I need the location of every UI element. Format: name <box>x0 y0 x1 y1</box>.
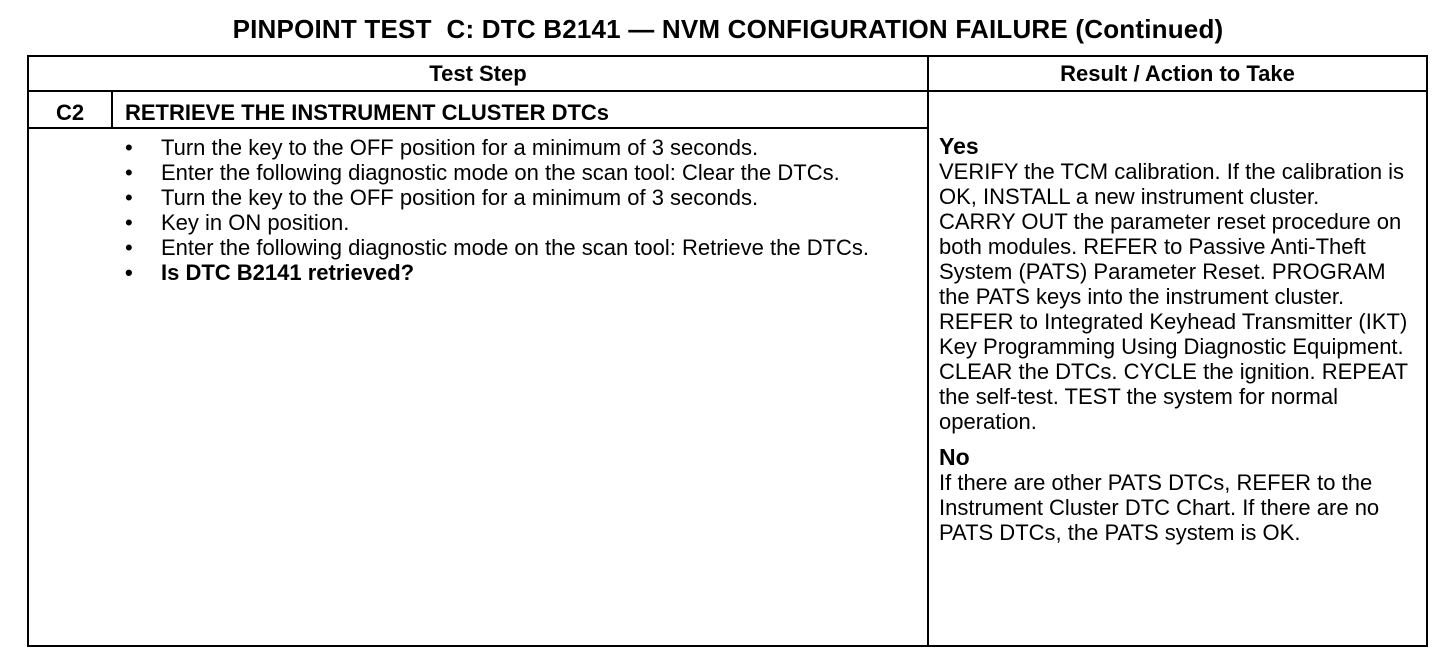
yes-text-2: CARRY OUT the parameter reset procedure on both modules. REFER to Passive Anti-Theft System (PATS) Parameter Reset. PROGRAM the PATS keys into the instrument cluster. REFER to Integrated Keyhead Transmitter (IKT) Key Programming Using Diagnostic Equipment. CLEAR the DTCs. CYCLE the ignition. REPEAT the self-test. TEST the system for normal operation. <box>939 209 1408 434</box>
step-id-divider <box>111 92 113 129</box>
list-item: • Turn the key to the OFF position for a minimum of 3 seconds. <box>125 135 885 160</box>
question-item: • Is DTC B2141 retrieved? <box>125 260 885 285</box>
pinpoint-test-table <box>27 55 1428 647</box>
page-title: PINPOINT TEST C: DTC B2141 — NVM CONFIGURATION FAILURE (Continued) <box>232 14 1224 44</box>
list-item: • Turn the key to the OFF position for a minimum of 3 seconds. <box>125 185 885 210</box>
step-id: C2 <box>55 100 85 125</box>
step-list <box>125 135 885 285</box>
column-divider <box>927 57 929 645</box>
step-title: RETRIEVE THE INSTRUMENT CLUSTER DTCs <box>125 100 610 125</box>
list-item: • Enter the following diagnostic mode on the scan tool: Retrieve the DTCs. <box>125 235 885 260</box>
list-item: • Key in ON position. <box>125 210 885 235</box>
result-actions <box>939 133 1419 545</box>
result-header: Result / Action to Take <box>1060 61 1295 86</box>
header-divider <box>29 90 1426 92</box>
no-text: If there are other PATS DTCs, REFER to the Instrument Cluster DTC Chart. If there are no PATS DTCs, the PATS system is OK. <box>939 470 1380 545</box>
yes-text-1: VERIFY the TCM calibration. If the calibration is OK, INSTALL a new instrument cluster. <box>939 159 1405 209</box>
test-step-header: Test Step <box>429 61 527 86</box>
no-label: No <box>939 444 970 470</box>
yes-label: Yes <box>939 133 979 159</box>
list-item: • Enter the following diagnostic mode on the scan tool: Clear the DTCs. <box>125 160 885 185</box>
